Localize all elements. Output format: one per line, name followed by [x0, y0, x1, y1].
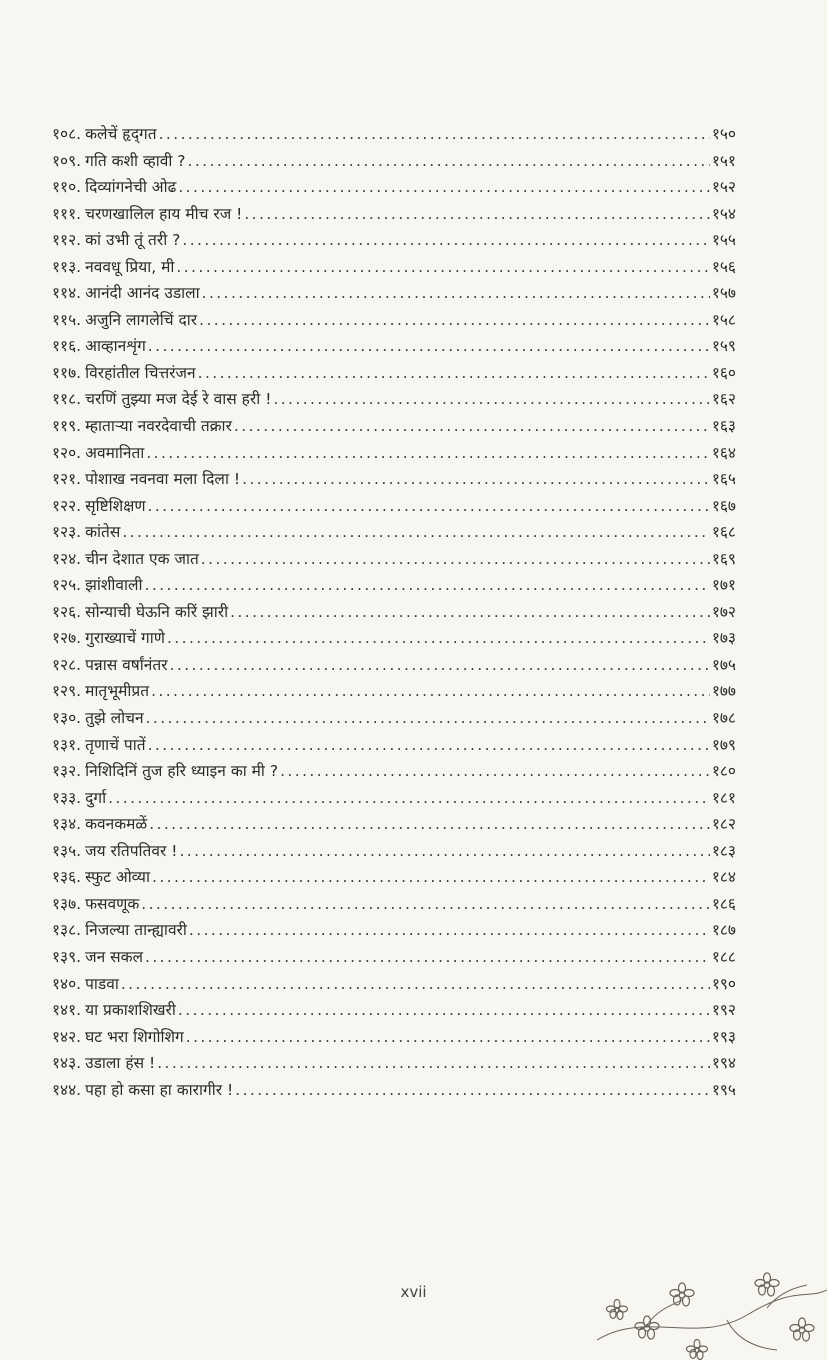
dot-leader: [189, 921, 710, 939]
entry-number: १४२.: [52, 1027, 82, 1046]
toc-entry: [52, 441, 736, 468]
entry-number: १४१.: [52, 1001, 82, 1020]
entry-title: जय रतिपतिवर !: [85, 841, 178, 860]
entry-number: १२९.: [52, 682, 82, 701]
entry-title: झांशीवाली: [85, 576, 143, 595]
entry-title: कांतेस: [85, 523, 121, 542]
entry-number: १३१.: [52, 735, 82, 754]
entry-number: १४४.: [52, 1080, 82, 1099]
dot-leader: [145, 576, 710, 594]
entry-page-number: १५२: [711, 178, 736, 197]
dot-leader: [234, 417, 710, 435]
entry-page-number: १६२: [711, 390, 736, 409]
entry-title: चरणखालिल हाय मीच रज !: [85, 204, 243, 223]
entry-title: गुराख्याचें गाणे: [85, 629, 165, 648]
entry-number: १२४.: [52, 549, 82, 568]
entry-number: १३५.: [52, 841, 82, 860]
dot-leader: [244, 205, 709, 223]
toc-entry: [52, 653, 736, 680]
entry-page-number: १६५: [711, 470, 736, 489]
entry-number: १२५.: [52, 576, 82, 595]
entry-number: १३९.: [52, 947, 82, 966]
entry-title: निशिदिनिं तुज हरि ध्याइन का मी ?: [85, 762, 279, 781]
toc-entry: [52, 467, 736, 494]
entry-number: १३४.: [52, 815, 82, 834]
dot-leader: [157, 1054, 710, 1072]
entry-page-number: १५५: [711, 231, 736, 250]
entry-page-number: १७३: [711, 629, 736, 648]
entry-page-number: १७९: [711, 735, 736, 754]
dot-leader: [201, 550, 710, 568]
entry-number: १४०.: [52, 974, 82, 993]
toc-entry: [52, 945, 736, 972]
entry-title: पहा हो कसा हा कारागीर !: [85, 1080, 234, 1099]
entry-title: तुझे लोचन: [85, 709, 144, 728]
table-of-contents: [52, 122, 736, 1104]
toc-entry: [52, 865, 736, 892]
entry-page-number: १५४: [711, 204, 736, 223]
entry-title: या प्रकाशशिखरी: [85, 1001, 176, 1020]
entry-number: १११.: [52, 204, 82, 223]
entry-title: दिव्यांगनेची ओढ: [85, 178, 177, 197]
entry-title: अजुनि लागलेचिं दार: [85, 310, 198, 329]
entry-number: १३२.: [52, 762, 82, 781]
toc-entry: [52, 1025, 736, 1052]
entry-number: ११५.: [52, 310, 82, 329]
entry-title: तृणाचें पातें: [85, 735, 146, 754]
entry-title: म्हाताऱ्या नवरदेवाची तक्रार: [85, 417, 232, 436]
entry-number: ११३.: [52, 257, 82, 276]
dot-leader: [149, 815, 710, 833]
entry-number: १३६.: [52, 868, 82, 887]
toc-entry: [52, 308, 736, 335]
entry-page-number: १८०: [711, 762, 736, 781]
dot-leader: [121, 975, 710, 993]
entry-number: १३३.: [52, 788, 82, 807]
floral-corner-ornament: [587, 1270, 827, 1360]
toc-entry: [52, 918, 736, 945]
entry-title: आव्हानशृंग: [85, 337, 146, 356]
entry-page-number: १९५: [711, 1080, 736, 1099]
toc-entry: [52, 839, 736, 866]
entry-page-number: १५८: [711, 310, 736, 329]
toc-entry: [52, 202, 736, 229]
toc-entry: [52, 573, 736, 600]
entry-page-number: १८३: [711, 841, 736, 860]
entry-page-number: १९३: [711, 1027, 736, 1046]
entry-title: पाडवा: [85, 974, 119, 993]
entry-number: ११४.: [52, 284, 82, 303]
entry-page-number: १७५: [711, 655, 736, 674]
toc-entry: [52, 175, 736, 202]
toc-entry: [52, 1078, 736, 1105]
toc-entry: [52, 387, 736, 414]
dot-leader: [188, 152, 710, 170]
entry-page-number: १५९: [711, 337, 736, 356]
dot-leader: [242, 470, 710, 488]
dot-leader: [145, 948, 710, 966]
entry-title: नववधू प्रिया, मी: [85, 257, 175, 276]
toc-entry: [52, 600, 736, 627]
entry-page-number: १५०: [711, 125, 736, 143]
dot-leader: [186, 1028, 710, 1046]
entry-page-number: १७७: [711, 682, 736, 701]
toc-entry: [52, 228, 736, 255]
toc-entry: [52, 414, 736, 441]
toc-entry: [52, 733, 736, 760]
toc-entry: [52, 626, 736, 653]
entry-title: विरहांतील चित्तरंजन: [85, 363, 196, 382]
entry-title: जन सकल: [85, 947, 144, 966]
entry-page-number: १८४: [711, 868, 736, 887]
entry-title: गति कशी व्हावी ?: [85, 151, 186, 170]
entry-number: ११९.: [52, 417, 82, 436]
entry-page-number: १८६: [711, 894, 736, 913]
entry-number: १३७.: [52, 894, 82, 913]
dot-leader: [122, 523, 709, 541]
toc-entry: [52, 786, 736, 813]
entry-page-number: १६३: [711, 417, 736, 436]
toc-entry: [52, 998, 736, 1025]
entry-title: चीन देशात एक जात: [85, 549, 199, 568]
entry-page-number: १७१: [711, 576, 736, 595]
entry-page-number: १६४: [711, 443, 736, 462]
dot-leader: [178, 178, 709, 196]
dot-leader: [146, 444, 709, 462]
toc-entry: [52, 892, 736, 919]
entry-page-number: १८२: [711, 815, 736, 834]
entry-page-number: १८७: [711, 921, 736, 940]
dot-leader: [199, 311, 710, 329]
entry-page-number: १५७: [711, 284, 736, 303]
dot-leader: [179, 842, 709, 860]
dot-leader: [198, 364, 710, 382]
entry-number: ११६.: [52, 337, 82, 356]
entry-title: घट भरा शिगोशिग: [85, 1027, 184, 1046]
entry-number: १४३.: [52, 1054, 82, 1073]
dot-leader: [148, 497, 710, 515]
dot-leader: [108, 789, 710, 807]
entry-title: स्फुट ओव्या: [85, 868, 150, 887]
toc-entry: [52, 679, 736, 706]
entry-number: १२३.: [52, 523, 82, 542]
entry-page-number: १९०: [711, 974, 736, 993]
entry-title: पोशाख नवनवा मला दिला !: [85, 470, 241, 489]
entry-page-number: १९२: [711, 1001, 736, 1020]
entry-number: ११२.: [52, 231, 82, 250]
dot-leader: [202, 284, 710, 302]
entry-title: मातृभूमीप्रत: [85, 682, 150, 701]
toc-entry: [52, 520, 736, 547]
entry-page-number: १५१: [711, 151, 736, 170]
entry-page-number: १९४: [711, 1054, 736, 1073]
toc-entry: [52, 759, 736, 786]
entry-number: १२६.: [52, 602, 82, 621]
entry-number: ११८.: [52, 390, 82, 409]
entry-page-number: १६८: [711, 523, 736, 542]
toc-entry: [52, 494, 736, 521]
entry-number: १०८.: [52, 125, 82, 143]
toc-entry: [52, 334, 736, 361]
dot-leader: [152, 868, 710, 886]
entry-title: कां उभी तूं तरी ?: [85, 231, 181, 250]
dot-leader: [146, 709, 710, 727]
toc-entry: [52, 149, 736, 176]
dot-leader: [182, 231, 709, 249]
entry-number: १३८.: [52, 921, 82, 940]
entry-number: १२८.: [52, 655, 82, 674]
entry-title: उडाला हंस !: [85, 1054, 156, 1073]
toc-entry: [52, 281, 736, 308]
dot-leader: [159, 125, 710, 143]
dot-leader: [235, 1081, 710, 1099]
entry-title: पन्नास वर्षांनंतर: [85, 655, 168, 674]
entry-number: १०९.: [52, 151, 82, 170]
dot-leader: [148, 337, 710, 355]
entry-title: दुर्गा: [85, 788, 107, 807]
entry-title: फसवणूक: [85, 894, 140, 913]
toc-entry: [52, 706, 736, 733]
entry-title: निजल्या तान्ह्यावरी: [85, 921, 187, 940]
entry-page-number: १८१: [711, 788, 736, 807]
entry-title: अवमानिता: [85, 443, 145, 462]
entry-title: कवनकमळें: [85, 815, 148, 834]
toc-entry: [52, 361, 736, 388]
dot-leader: [141, 895, 710, 913]
entry-title: चरणिं तुझ्या मज देई रे वास हरी !: [85, 390, 272, 409]
dot-leader: [280, 762, 710, 780]
toc-entry: [52, 255, 736, 282]
dot-leader: [273, 390, 709, 408]
dot-leader: [151, 682, 710, 700]
entry-number: १३०.: [52, 709, 82, 728]
entry-number: १२२.: [52, 496, 82, 515]
toc-entry: [52, 972, 736, 999]
entry-title: सृष्टिशिक्षण: [85, 496, 146, 515]
dot-leader: [170, 656, 710, 674]
entry-page-number: १६०: [711, 363, 736, 382]
entry-number: ११०.: [52, 178, 82, 197]
toc-entry: [52, 1051, 736, 1078]
toc-entry: [52, 547, 736, 574]
entry-number: ११७.: [52, 363, 82, 382]
entry-title: आनंदी आनंद उडाला: [85, 284, 200, 303]
dot-leader: [230, 603, 710, 621]
entry-title: सोन्याची घेऊनि करिं झारी: [85, 602, 229, 621]
dot-leader: [178, 1001, 710, 1019]
entry-page-number: १६९: [711, 549, 736, 568]
toc-entry: [52, 122, 736, 149]
entry-page-number: १७८: [711, 709, 736, 728]
entry-page-number: १६७: [711, 496, 736, 515]
dot-leader: [167, 629, 710, 647]
entry-title: कलेचें हृद्‌गत: [85, 125, 157, 143]
entry-number: १२१.: [52, 470, 82, 489]
entry-number: १२७.: [52, 629, 82, 648]
toc-entry: [52, 812, 736, 839]
entry-page-number: १५६: [711, 257, 736, 276]
entry-page-number: १७२: [711, 602, 736, 621]
entry-number: १२०.: [52, 443, 82, 462]
entry-page-number: १८८: [711, 947, 736, 966]
page-number-roman: xvii: [400, 1283, 427, 1301]
dot-leader: [176, 258, 709, 276]
dot-leader: [148, 736, 710, 754]
